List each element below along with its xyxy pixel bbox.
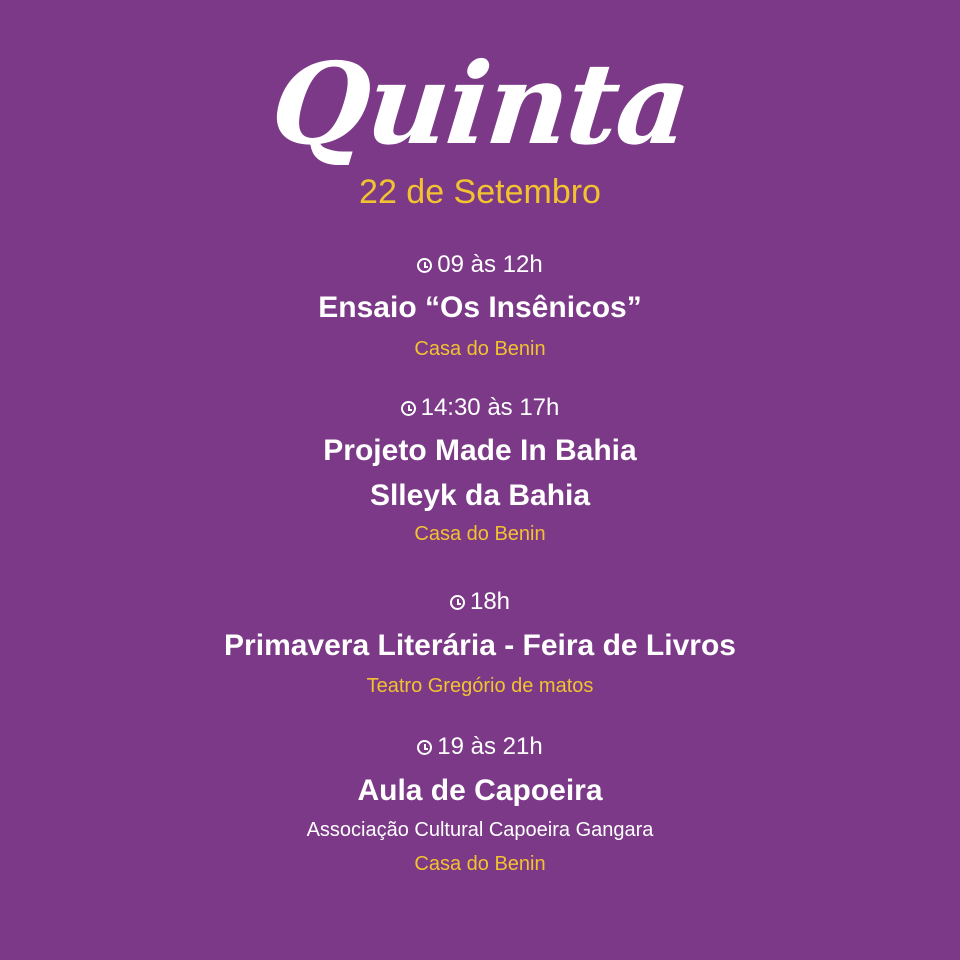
event-place: Casa do Benin [414, 523, 546, 545]
event-time-text: 14:30 às 17h [420, 394, 560, 421]
event-place: Teatro Gregório de matos [366, 675, 594, 697]
event-place: Casa do Benin [414, 853, 546, 875]
event-time-text: 09 às 12h [437, 251, 543, 278]
clock-icon [450, 595, 465, 610]
event-time [0, 732, 960, 762]
event-title-line-1: Projeto Made In Bahia [323, 434, 637, 467]
event-time-text: 19 às 21h [437, 733, 543, 760]
event-time-text: 18h [469, 588, 511, 615]
event-organizer: Associação Cultural Capoeira Gangara [306, 819, 654, 841]
event-title: Aula de Capoeira [357, 774, 603, 807]
event-time [0, 250, 960, 280]
clock-icon [401, 401, 416, 416]
event-time [0, 587, 960, 617]
clock-icon [417, 740, 432, 755]
event-title: Ensaio “Os Insênicos” [318, 291, 642, 324]
event-place: Casa do Benin [414, 338, 546, 360]
day-title: Quinta [265, 39, 695, 170]
event-title-line-2: Slleyk da Bahia [369, 479, 591, 512]
event-title: Primavera Literária - Feira de Livros [224, 629, 736, 662]
event-time [0, 393, 960, 423]
clock-icon [417, 258, 432, 273]
date-subtitle: 22 de Setembro [359, 173, 601, 211]
